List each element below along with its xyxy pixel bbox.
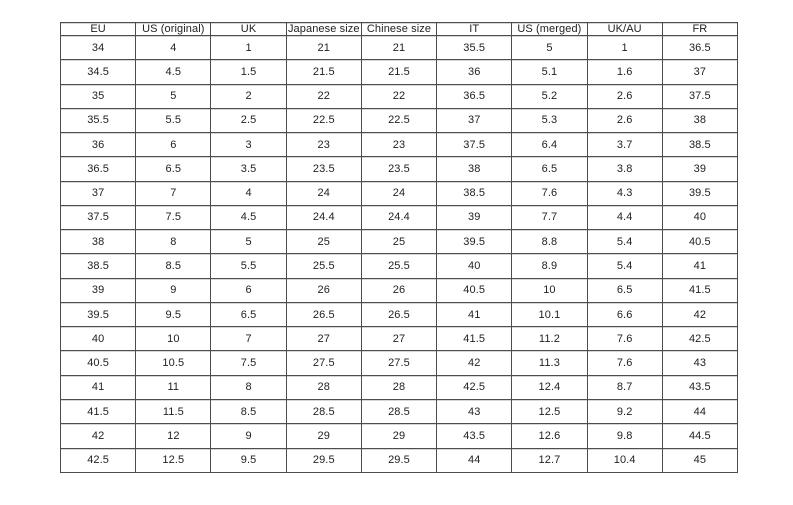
table-cell: 26 <box>286 278 361 302</box>
table-cell: 8 <box>211 375 286 399</box>
table-cell: 21 <box>361 36 436 60</box>
table-cell: 5.2 <box>512 84 587 108</box>
column-header: EU <box>61 23 136 36</box>
table-cell: 4 <box>136 36 211 60</box>
table-cell: 22.5 <box>361 108 436 132</box>
table-cell: 27 <box>361 327 436 351</box>
column-header: UK/AU <box>587 23 662 36</box>
shoe-size-conversion-table <box>60 22 738 473</box>
table-cell: 41 <box>61 375 136 399</box>
table-cell: 40 <box>662 205 737 229</box>
table-cell: 7 <box>136 181 211 205</box>
table-cell: 34 <box>61 36 136 60</box>
table-cell: 11.3 <box>512 351 587 375</box>
table-cell: 11 <box>136 375 211 399</box>
table-cell: 6.5 <box>211 302 286 326</box>
table-cell: 34.5 <box>61 60 136 84</box>
table-cell: 39.5 <box>437 230 512 254</box>
table-cell: 6.5 <box>587 278 662 302</box>
table-cell: 1 <box>211 36 286 60</box>
table-cell: 4.5 <box>211 205 286 229</box>
table-cell: 35 <box>61 84 136 108</box>
table-cell: 3.8 <box>587 157 662 181</box>
table-cell: 10 <box>512 278 587 302</box>
table-cell: 5.4 <box>587 230 662 254</box>
table-cell: 37.5 <box>662 84 737 108</box>
table-cell: 37 <box>437 108 512 132</box>
table-cell: 3.7 <box>587 133 662 157</box>
table-cell: 40 <box>61 327 136 351</box>
table-cell: 27.5 <box>286 351 361 375</box>
table-cell: 25 <box>361 230 436 254</box>
table-cell: 22.5 <box>286 108 361 132</box>
table-cell: 10 <box>136 327 211 351</box>
table-cell: 8.5 <box>136 254 211 278</box>
table-cell: 39.5 <box>662 181 737 205</box>
table-row <box>61 205 738 229</box>
table-cell: 12.6 <box>512 424 587 448</box>
column-header: US (merged) <box>512 23 587 36</box>
table-cell: 41.5 <box>61 399 136 423</box>
table-cell: 39.5 <box>61 302 136 326</box>
column-header: US (original) <box>136 23 211 36</box>
table-row <box>61 399 738 423</box>
table-body <box>61 36 738 473</box>
table-cell: 27.5 <box>361 351 436 375</box>
table-cell: 37.5 <box>437 133 512 157</box>
table-row <box>61 278 738 302</box>
table-row <box>61 327 738 351</box>
table-cell: 28.5 <box>286 399 361 423</box>
table-cell: 28 <box>286 375 361 399</box>
table-cell: 44 <box>662 399 737 423</box>
table-cell: 37 <box>662 60 737 84</box>
table-cell: 2.6 <box>587 84 662 108</box>
table-cell: 45 <box>662 448 737 472</box>
table-cell: 3.5 <box>211 157 286 181</box>
table-cell: 5 <box>211 230 286 254</box>
table-cell: 11.2 <box>512 327 587 351</box>
table-cell: 23.5 <box>286 157 361 181</box>
table-cell: 8 <box>136 230 211 254</box>
table-cell: 38 <box>61 230 136 254</box>
table-cell: 4.5 <box>136 60 211 84</box>
table-cell: 26.5 <box>361 302 436 326</box>
table-cell: 21.5 <box>286 60 361 84</box>
table-cell: 9.8 <box>587 424 662 448</box>
column-header: Chinese size <box>361 23 436 36</box>
table-cell: 4 <box>211 181 286 205</box>
table-row <box>61 424 738 448</box>
table-cell: 25 <box>286 230 361 254</box>
table-row <box>61 230 738 254</box>
table-cell: 42 <box>662 302 737 326</box>
table-cell: 26 <box>361 278 436 302</box>
table-cell: 42.5 <box>437 375 512 399</box>
table-cell: 43.5 <box>437 424 512 448</box>
table-cell: 2.5 <box>211 108 286 132</box>
table-row <box>61 181 738 205</box>
table-row <box>61 36 738 60</box>
table-cell: 28.5 <box>361 399 436 423</box>
table-cell: 44.5 <box>662 424 737 448</box>
table-row <box>61 133 738 157</box>
table-cell: 29 <box>361 424 436 448</box>
table-cell: 5.5 <box>136 108 211 132</box>
table-cell: 21 <box>286 36 361 60</box>
table-row <box>61 375 738 399</box>
table-cell: 42 <box>437 351 512 375</box>
table-cell: 6.5 <box>512 157 587 181</box>
table-cell: 5.1 <box>512 60 587 84</box>
table-cell: 7.6 <box>587 327 662 351</box>
table-cell: 9.2 <box>587 399 662 423</box>
table-cell: 5 <box>512 36 587 60</box>
table-cell: 35.5 <box>437 36 512 60</box>
table-cell: 38.5 <box>662 133 737 157</box>
table-cell: 7.7 <box>512 205 587 229</box>
table-cell: 8.7 <box>587 375 662 399</box>
table-cell: 37.5 <box>61 205 136 229</box>
table-cell: 23 <box>361 133 436 157</box>
table-cell: 6 <box>211 278 286 302</box>
table-cell: 29.5 <box>286 448 361 472</box>
table-cell: 23.5 <box>361 157 436 181</box>
table-cell: 24.4 <box>286 205 361 229</box>
table-cell: 7.6 <box>512 181 587 205</box>
table-row <box>61 157 738 181</box>
table-cell: 36.5 <box>61 157 136 181</box>
table-cell: 24.4 <box>361 205 436 229</box>
table-cell: 38 <box>437 157 512 181</box>
table-cell: 8.9 <box>512 254 587 278</box>
table-cell: 4.3 <box>587 181 662 205</box>
table-cell: 8.8 <box>512 230 587 254</box>
table-cell: 27 <box>286 327 361 351</box>
table-cell: 6.4 <box>512 133 587 157</box>
table-cell: 11.5 <box>136 399 211 423</box>
table-cell: 38 <box>662 108 737 132</box>
table-cell: 1.5 <box>211 60 286 84</box>
table-cell: 9.5 <box>211 448 286 472</box>
table-row <box>61 108 738 132</box>
table-cell: 2 <box>211 84 286 108</box>
table-cell: 10.4 <box>587 448 662 472</box>
table-cell: 12 <box>136 424 211 448</box>
table-cell: 38.5 <box>437 181 512 205</box>
table-cell: 43.5 <box>662 375 737 399</box>
table-cell: 25.5 <box>286 254 361 278</box>
table-cell: 7 <box>211 327 286 351</box>
column-header: Japanese size <box>287 23 360 35</box>
table-row <box>61 448 738 472</box>
table-cell: 24 <box>361 181 436 205</box>
table-cell: 5.3 <box>512 108 587 132</box>
table-cell: 42 <box>61 424 136 448</box>
table-cell: 36.5 <box>437 84 512 108</box>
table-cell: 40.5 <box>437 278 512 302</box>
table-cell: 9.5 <box>136 302 211 326</box>
table-cell: 7.6 <box>587 351 662 375</box>
table-cell: 21.5 <box>361 60 436 84</box>
table-cell: 6.5 <box>136 157 211 181</box>
table-cell: 39 <box>61 278 136 302</box>
table-cell: 43 <box>437 399 512 423</box>
table-cell: 22 <box>361 84 436 108</box>
table-cell: 22 <box>286 84 361 108</box>
column-header: UK <box>211 23 286 36</box>
table-cell: 7.5 <box>136 205 211 229</box>
table-cell: 8.5 <box>211 399 286 423</box>
column-header: IT <box>437 23 512 36</box>
table-cell: 6 <box>136 133 211 157</box>
table-row <box>61 84 738 108</box>
table-cell: 26.5 <box>286 302 361 326</box>
table-cell: 12.4 <box>512 375 587 399</box>
table-head <box>61 23 738 36</box>
table-cell: 42.5 <box>662 327 737 351</box>
table-cell: 35.5 <box>61 108 136 132</box>
table-cell: 28 <box>361 375 436 399</box>
table-cell: 5.5 <box>211 254 286 278</box>
table-cell: 5.4 <box>587 254 662 278</box>
table-cell: 25.5 <box>361 254 436 278</box>
table-cell: 41.5 <box>662 278 737 302</box>
table-cell: 39 <box>662 157 737 181</box>
table-cell: 9 <box>211 424 286 448</box>
table-cell: 23 <box>286 133 361 157</box>
table-cell: 2.6 <box>587 108 662 132</box>
table-row <box>61 302 738 326</box>
table-cell: 41.5 <box>437 327 512 351</box>
table-cell: 40.5 <box>61 351 136 375</box>
table-row <box>61 351 738 375</box>
table-cell: 29 <box>286 424 361 448</box>
table-cell: 40 <box>437 254 512 278</box>
table-cell: 10.1 <box>512 302 587 326</box>
table-row <box>61 254 738 278</box>
table-cell: 9 <box>136 278 211 302</box>
table-cell: 5 <box>136 84 211 108</box>
table-cell: 4.4 <box>587 205 662 229</box>
table-row <box>61 60 738 84</box>
table-cell: 29.5 <box>361 448 436 472</box>
table-cell: 36.5 <box>662 36 737 60</box>
column-header: FR <box>662 23 737 36</box>
table-cell: 36 <box>437 60 512 84</box>
table-cell: 12.7 <box>512 448 587 472</box>
table-cell: 39 <box>437 205 512 229</box>
table-header-row <box>61 23 738 36</box>
table-cell: 12.5 <box>136 448 211 472</box>
table-cell: 24 <box>286 181 361 205</box>
table-cell: 10.5 <box>136 351 211 375</box>
table-cell: 36 <box>61 133 136 157</box>
table-cell: 1.6 <box>587 60 662 84</box>
table-cell: 41 <box>437 302 512 326</box>
table-cell: 41 <box>662 254 737 278</box>
table-cell: 44 <box>437 448 512 472</box>
table-cell: 1 <box>587 36 662 60</box>
table-cell: 42.5 <box>61 448 136 472</box>
table-cell: 43 <box>662 351 737 375</box>
table-cell: 6.6 <box>587 302 662 326</box>
table-cell: 40.5 <box>662 230 737 254</box>
table-cell: 37 <box>61 181 136 205</box>
table-cell: 7.5 <box>211 351 286 375</box>
table-cell: 3 <box>211 133 286 157</box>
table-cell: 12.5 <box>512 399 587 423</box>
table-cell: 38.5 <box>61 254 136 278</box>
